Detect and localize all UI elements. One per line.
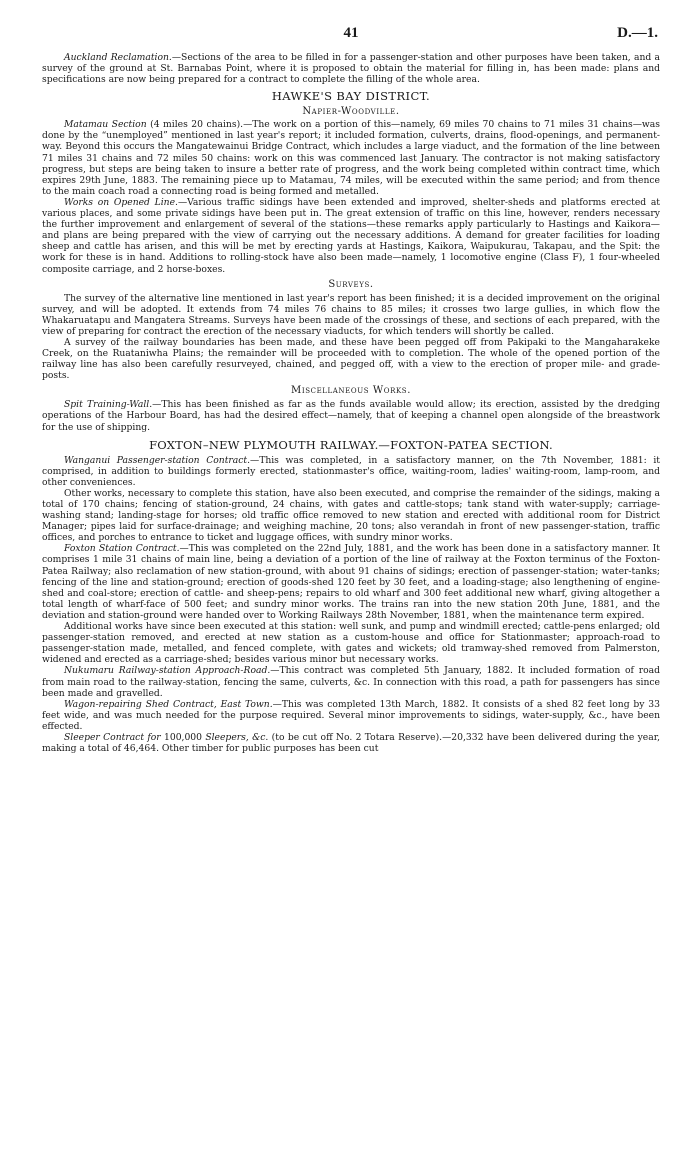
opened-line-text: —Various traffic sidings have been extended and improved, shelter-sheds and platforms erected at various places, and some private sidings have been put in. The great extension of traffic on this line, however, renders necessary the further improvement and enlargement of several of the stations—these remarks apply particularly to Hastings and Kaikora—and plans are being prepared with the view of carrying out the necessary additions. A demand for greater facilities for loading sheep and cattle has arisen, and this will be met by erecting yards at Hastings, Kaikora, Waipukurau, Takapau, and the Spit: the work for these is in hand. Additions to rolling-stock have also been made—namely, 1 locomotive engine (Class F), 1 four-wheeled composite carriage, and 2 horse-boxes. [42,196,660,275]
foxton-station-title: Foxton Station Contract. [64,543,180,555]
matamau-title: Matamau Section [64,119,147,131]
foxton-station-text: —This was completed on the 22nd July, 1881, and the work has been done in a satisfactory manner. It comprises 1 mile 31 chains of main line, being a deviation of a portion of the line of railway at the Foxton terminus of the Foxton-Patea Railway; also reclamation of new station-ground, with about 91 chains of sidings; erection of passenger-station; water-tanks; fencing of the line and station-ground; erection of goods-shed 120 feet by 30 feet, and a loading-stage; also lengthening of engine-shed and coal-store; erection of cattle- and sheep-pens; repairs to old wharf and 300 feet additional new wharf, giving altogether a total length of wharf-face of 500 feet; and sundry minor works. The trains ran into the new station 20th June, 1881, and the deviation and station-ground were handed over to Working Railways 28th November, 1881, when the maintenance term expired. [42,543,661,621]
foxton-railway-heading: FOXTON–NEW PLYMOUTH RAILWAY.—FOXTON-PATEA SECTION. [149,437,553,452]
opened-line-paragraph [42,197,660,275]
opened-line-title: Works on Opened Line. [64,196,178,208]
other-works-paragraph: Other works, necessary to complete this station, have also been executed, and comprise the remainder of the sidings, making a total of 170 chains; fencing of station-ground, 24 chains, with gates and cattle-stops; tank stand with water-supply; carriage-washing stand; landing-stage for horses; old traffic office removed to new station and erected with additional room for District Manager; pipes laid for surface-drainage; and weighing machine, 20 tons; also verandah in front of new passenger-station, traffic offices, and porches to entrance to ticket and luggage offices, with sundry minor works. [42,487,660,544]
sleeper-title-c: Sleepers, &c. [205,731,269,743]
hawkes-bay-heading: HAWKE'S BAY DISTRICT. [271,89,431,104]
nukumaru-title: Nukumaru Railway-station Approach-Road. [64,665,271,677]
spit-title: Spit Training-Wall. [64,399,153,411]
wanganui-text: —This was completed, in a satisfactory manner, on the 7th November, 1881: it comprised, in addition to buildings formerly erected, stationmaster's office, waiting-room, ladies' waiting-room, lamp-room, and other conveniences. [42,454,660,488]
spit-text: —This has been finished as far as the funds available would allow; its erection, assisted by the dredging operations of the Harbour Board, has had the desired effect—namely, that of keeping a channel open alongside of the breastwork for the use of shipping. [42,399,660,433]
wagon-shed-paragraph [42,699,660,732]
surveys-paragraph-2: A survey of the railway boundaries has been made, and these have been pegged off from Pakipaki to the Mangaharakeke Creek, on the Ruataniwha Plains; the remainder will be proceeded with to completion. The whole of the opened portion of the railway line has also been carefully resurveyed, chained, and pegged off, with a view to the erection of proper mile- and grade-posts. [42,336,660,382]
sleeper-text: (to be cut off No. 2 Totara Reserve).—20,332 have been delivered during the year, making a total of 46,464. Other timber for public purposes has been cut [42,731,660,755]
foxton-station-paragraph [42,543,660,621]
matamau-text: (4 miles 20 chains).—The work on a portion of this—namely, 69 miles 70 chains to 71 miles 31 chains—was done by the “unemployed” mentioned in last year's report; it included formation, culverts, drains, flood-openings, and permanent-way. Beyond this occurs the Mangatewainui Bridge Contract, which includes a large viaduct, and the formation of the line between 71 miles 31 chains and 72 miles 50 chains: work on this was commenced last January. The contractor is not making satisfactory progress, but steps are being taken to insure a better rate of progress, and the work being completed within contract time, which expires 29th June, 1883. The remaining piece up to Matamau, 74 miles, will be executed within the same period; and from thence to the main coach road a connecting road is being formed and metalled. [42,119,660,197]
page-number: 41 [343,25,359,41]
surveys-heading: Surveys. [328,278,374,290]
miscellaneous-works-heading: Miscellaneous Works. [291,385,411,397]
wagon-shed-title: Wagon-repairing Shed Contract, East Town. [64,698,273,710]
additional-works-paragraph: Additional works have since been executed at this station: well sunk, and pump and windmill erected; cattle-pens enlarged; old passenger-station removed, and erected at new station as a custom-house and office for Stationmaster; approach-road to passenger-station made, metalled, and fenced complete, with gates and wickets; old tramway-shed removed from Palmerston, widened and erected as a carriage-shed; besides various minor but necessary works. [42,621,660,666]
sleeper-title-a: Sleeper Contract for [64,731,161,743]
auckland-title: Auckland Reclamation. [64,52,172,63]
napier-woodville-subheading: Napier-Woodville. [302,106,400,118]
sleeper-title-b: 100,000 [160,731,206,743]
spit-paragraph [42,399,660,432]
wanganui-paragraph [42,455,660,488]
auckland-paragraph [42,52,660,85]
wanganui-title: Wanganui Passenger-station Contract. [64,454,251,466]
nukumaru-paragraph [42,665,660,698]
document-reference: D.—1. [617,25,658,41]
wagon-shed-text: —This was completed 13th March, 1882. It consists of a shed 82 feet long by 33 feet wide, and was much needed for the purpose required. Several minor improvements to sidings, water-supply, &c., have been effected. [42,698,660,732]
sleeper-paragraph [42,732,660,754]
nukumaru-text: —This contract was completed 5th January, 1882. It included formation of road from main road to the railway-station, fencing the same, culverts, &c. In connection with this road, a path for passengers has since been made and gravelled. [42,665,660,699]
surveys-paragraph-1: The survey of the alternative line mentioned in last year's report has been finished; it is a decided improvement on the original survey, and will be adopted. It extends from 74 miles 76 chains to 85 miles; it crosses two large gullies, in which flow the Whakaruatapu and Mangatera Streams. Surveys have been made of the crossings of these, and sections of each prepared, with the view of preparing for contract the erection of the necessary viaducts, for which tenders will shortly be called. [42,292,660,337]
matamau-paragraph [42,119,660,197]
auckland-text: —Sections of the area to be filled in for a passenger-station and other purposes have been taken, and a survey of the ground at St. Barnabas Point, where it is proposed to obtain the material for filling in, has been made: plans and specifications are now being prepared for a contract to complete the filling of the whole area. [42,52,660,86]
page-header [42,25,660,52]
